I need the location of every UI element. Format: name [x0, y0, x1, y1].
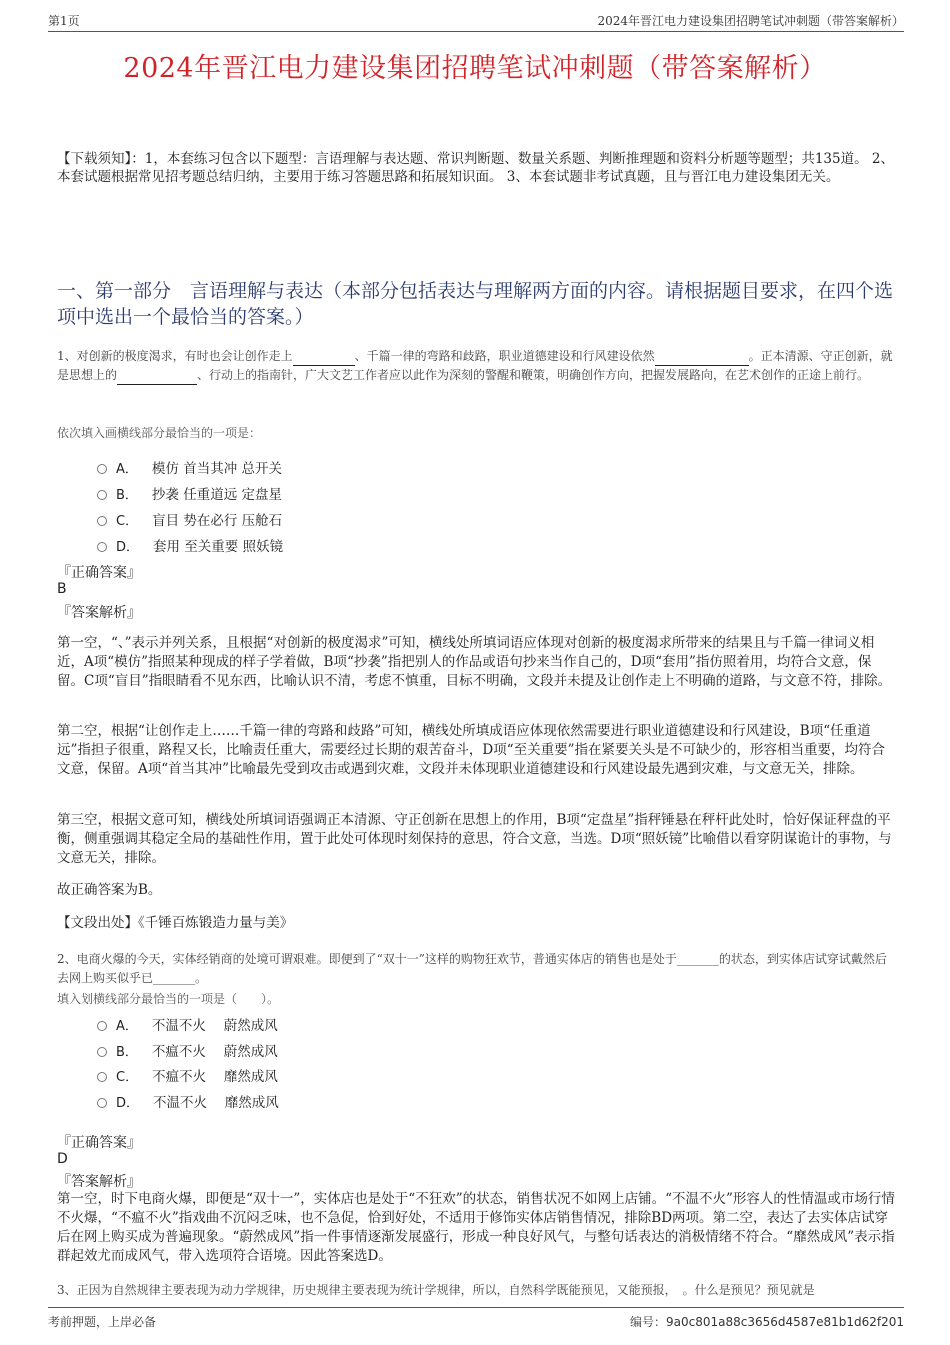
- q1-analysis-label: 『答案解析』: [57, 605, 141, 621]
- q1-blank-1: [293, 352, 355, 366]
- option-text: 不温不火 靡然成风: [153, 1095, 279, 1111]
- radio-icon[interactable]: [97, 1098, 107, 1108]
- question-3-stem: 3、正因为自然规律主要表现为动力学规律，历史规律主要表现为统计学规律，所以，自然科学既能预见，又能预报， 。什么是预见？预见就是: [57, 1283, 815, 1297]
- question-2-stem: 2、电商火爆的今天，实体经销商的处境可谓艰难。即便到了“双十一”这样的购物狂欢节，普通实体店的销售也是处于_______的状态，到实体店试穿试戴然后去网上购买似乎已_______。: [57, 952, 887, 985]
- header-page-number: 第1页: [48, 14, 80, 28]
- q1-prompt: 依次填入画横线部分最恰当的一项是：: [57, 426, 262, 440]
- option-letter: A．: [116, 1018, 138, 1034]
- header-rule: [48, 31, 904, 32]
- q1-conclusion: 故正确答案为B。: [57, 882, 162, 898]
- radio-icon[interactable]: [97, 516, 107, 526]
- q1-answer: B: [57, 581, 67, 597]
- q2-answer: D: [57, 1151, 68, 1167]
- radio-icon[interactable]: [97, 490, 107, 500]
- q1-text-part-4: 、行动上的指南针，广大文艺工作者应以此作为深刻的警醒和鞭策，明确创作方向，把握发展路向，在艺术创作的正途上前行。: [197, 368, 870, 382]
- page-title: 2024年晋江电力建设集团招聘笔试冲刺题（带答案解析）: [123, 53, 827, 84]
- option-letter: C．: [116, 513, 139, 529]
- footer-code-value: 9a0c801a88c3656d4587e81b1d62f201: [666, 1315, 904, 1329]
- q1-option-d[interactable]: [97, 535, 283, 555]
- footer-rule: [48, 1307, 904, 1308]
- question-1-stem: [57, 347, 895, 385]
- q2-option-b[interactable]: [97, 1040, 278, 1060]
- radio-icon[interactable]: [97, 464, 107, 474]
- option-letter: A．: [116, 461, 138, 477]
- option-letter: C．: [116, 1069, 139, 1085]
- option-letter: D．: [116, 1095, 140, 1111]
- option-text: 不瘟不火 蔚然成风: [151, 1044, 278, 1060]
- download-notice: 【下载须知】：1，本套练习包含以下题型：言语理解与表达题、常识判断题、数量关系题、判断推理题和资料分析题等题型；共135道。 2、本套试题根据常见招考题总结归纳，主要用于练习答题思路和拓展知识面。 3、本套试题非考试真题，且与晋江电力建设集团无关。: [57, 151, 894, 185]
- q1-blank-3: [117, 371, 197, 385]
- q1-answer-label: 『正确答案』: [57, 565, 141, 581]
- footer-slogan: 考前押题，上岸必备: [48, 1315, 157, 1329]
- option-text: 套用 至关重要 照妖镜: [153, 539, 284, 555]
- option-text: 模仿 首当其冲 总开关: [151, 461, 282, 477]
- radio-icon[interactable]: [97, 1021, 107, 1031]
- q1-text-part-2: 、千篇一律的弯路和歧路，职业道德建设和行风建设依然: [354, 349, 655, 363]
- q2-analysis-paragraph: 第一空，时下电商火爆，即便是“双十一”，实体店也是处于“不狂欢”的状态，销售状况不如网上店铺。“不温不火”形容人的性情温或市场行情不火爆，“不瘟不火”指戏曲不沉闷乏味，也不急促，恰到好处，不适用于修饰实体店销售情况，排除BD两项。第二空，表达了去实体店试穿后在网上购买成为普遍现象。“蔚然成风”指一件事情逐渐发展盛行，形成一种良好风气，与整句话表达的消极情绪不符合。“靡然成风”表示指群起效尤而成风气，带入选项符合语境。因此答案选D。: [57, 1191, 895, 1264]
- q2-option-a[interactable]: [97, 1014, 278, 1034]
- option-letter: B．: [116, 487, 138, 503]
- footer-code: [630, 1313, 904, 1330]
- footer-code-label: 编号：: [630, 1315, 667, 1329]
- q1-option-c[interactable]: [97, 509, 282, 529]
- q1-analysis-paragraph-2: 第二空，根据“让创作走上……千篇一律的弯路和歧路”可知，横线处所填成语应体现依然需要进行职业道德建设和行风建设，B项“任重道远”指担子很重，路程又长，比喻责任重大，需要经过长期的艰苦奋斗，D项“至关重要”指在紧要关头是不可缺少的，形容相当重要，均符合文意，保留。A项“首当其冲”比喻最先受到攻击或遇到灾难，文段并未体现职业道德建设和行风建设最先遇到灾难，与文意无关，排除。: [57, 723, 886, 777]
- q1-source: 【文段出处】《千锤百炼锻造力量与美》: [57, 915, 294, 931]
- option-text: 抄袭 任重道远 定盘星: [151, 487, 283, 503]
- section-heading: 一、第一部分 言语理解与表达（本部分包括表达与理解两方面的内容。请根据题目要求，在四个选项中选出一个最恰当的答案。）: [57, 280, 894, 328]
- q1-analysis-paragraph-3: 第三空，根据文意可知，横线处所填词语强调正本清源、守正创新在思想上的作用，B项“定盘星”指秤锤悬在秤杆此处时，恰好保证秤盘的平衡，侧重强调其稳定全局的基础性作用，置于此处可体现时刻保持的意思，符合文意，当选。D项“照妖镜”比喻借以看穿阴谋诡计的事物，与文意无关，排除。: [57, 812, 892, 866]
- option-text: 不瘟不火 靡然成风: [152, 1069, 278, 1085]
- q1-text-part-1: 1、对创新的极度渴求，有时也会让创作走上: [57, 349, 293, 363]
- q2-analysis-label: 『答案解析』: [57, 1174, 141, 1190]
- option-letter: D．: [116, 539, 140, 555]
- q2-option-c[interactable]: [97, 1065, 278, 1085]
- q2-prompt: 填入划横线部分最恰当的一项是（ ）。: [57, 992, 280, 1006]
- radio-icon[interactable]: [97, 1047, 107, 1057]
- q2-answer-label: 『正确答案』: [57, 1135, 141, 1151]
- q1-blank-2: [655, 352, 749, 366]
- header-doc-title: 2024年晋江电力建设集团招聘笔试冲刺题（带答案解析）: [597, 14, 904, 28]
- option-text: 不温不火 蔚然成风: [151, 1018, 278, 1034]
- radio-icon[interactable]: [97, 1072, 107, 1082]
- q1-option-a[interactable]: [97, 457, 282, 477]
- q1-option-b[interactable]: [97, 483, 282, 503]
- q2-option-d[interactable]: [97, 1091, 279, 1111]
- option-text: 盲目 势在必行 压舱石: [152, 513, 283, 529]
- q1-analysis-paragraph-1: 第一空，“、”表示并列关系，且根据“对创新的极度渴求”可知，横线处所填词语应体现对创新的极度渴求所带来的结果且与千篇一律词义相近，A项“模仿”指照某种现成的样子学着做，B项“抄袭”指把别人的作品或语句抄来当作自己的，D项“套用”指仿照着用，均符合文意，保留。C项“盲目”指眼睛看不见东西，比喻认识不清，考虑不慎重，目标不明确，文段并未提及让创作走上不明确的道路，与文意不符，排除。: [57, 635, 892, 689]
- radio-icon[interactable]: [97, 542, 107, 552]
- option-letter: B．: [116, 1044, 138, 1060]
- q1-text-part-3: 。正本清源、守正创新，就是思想上的: [57, 349, 893, 382]
